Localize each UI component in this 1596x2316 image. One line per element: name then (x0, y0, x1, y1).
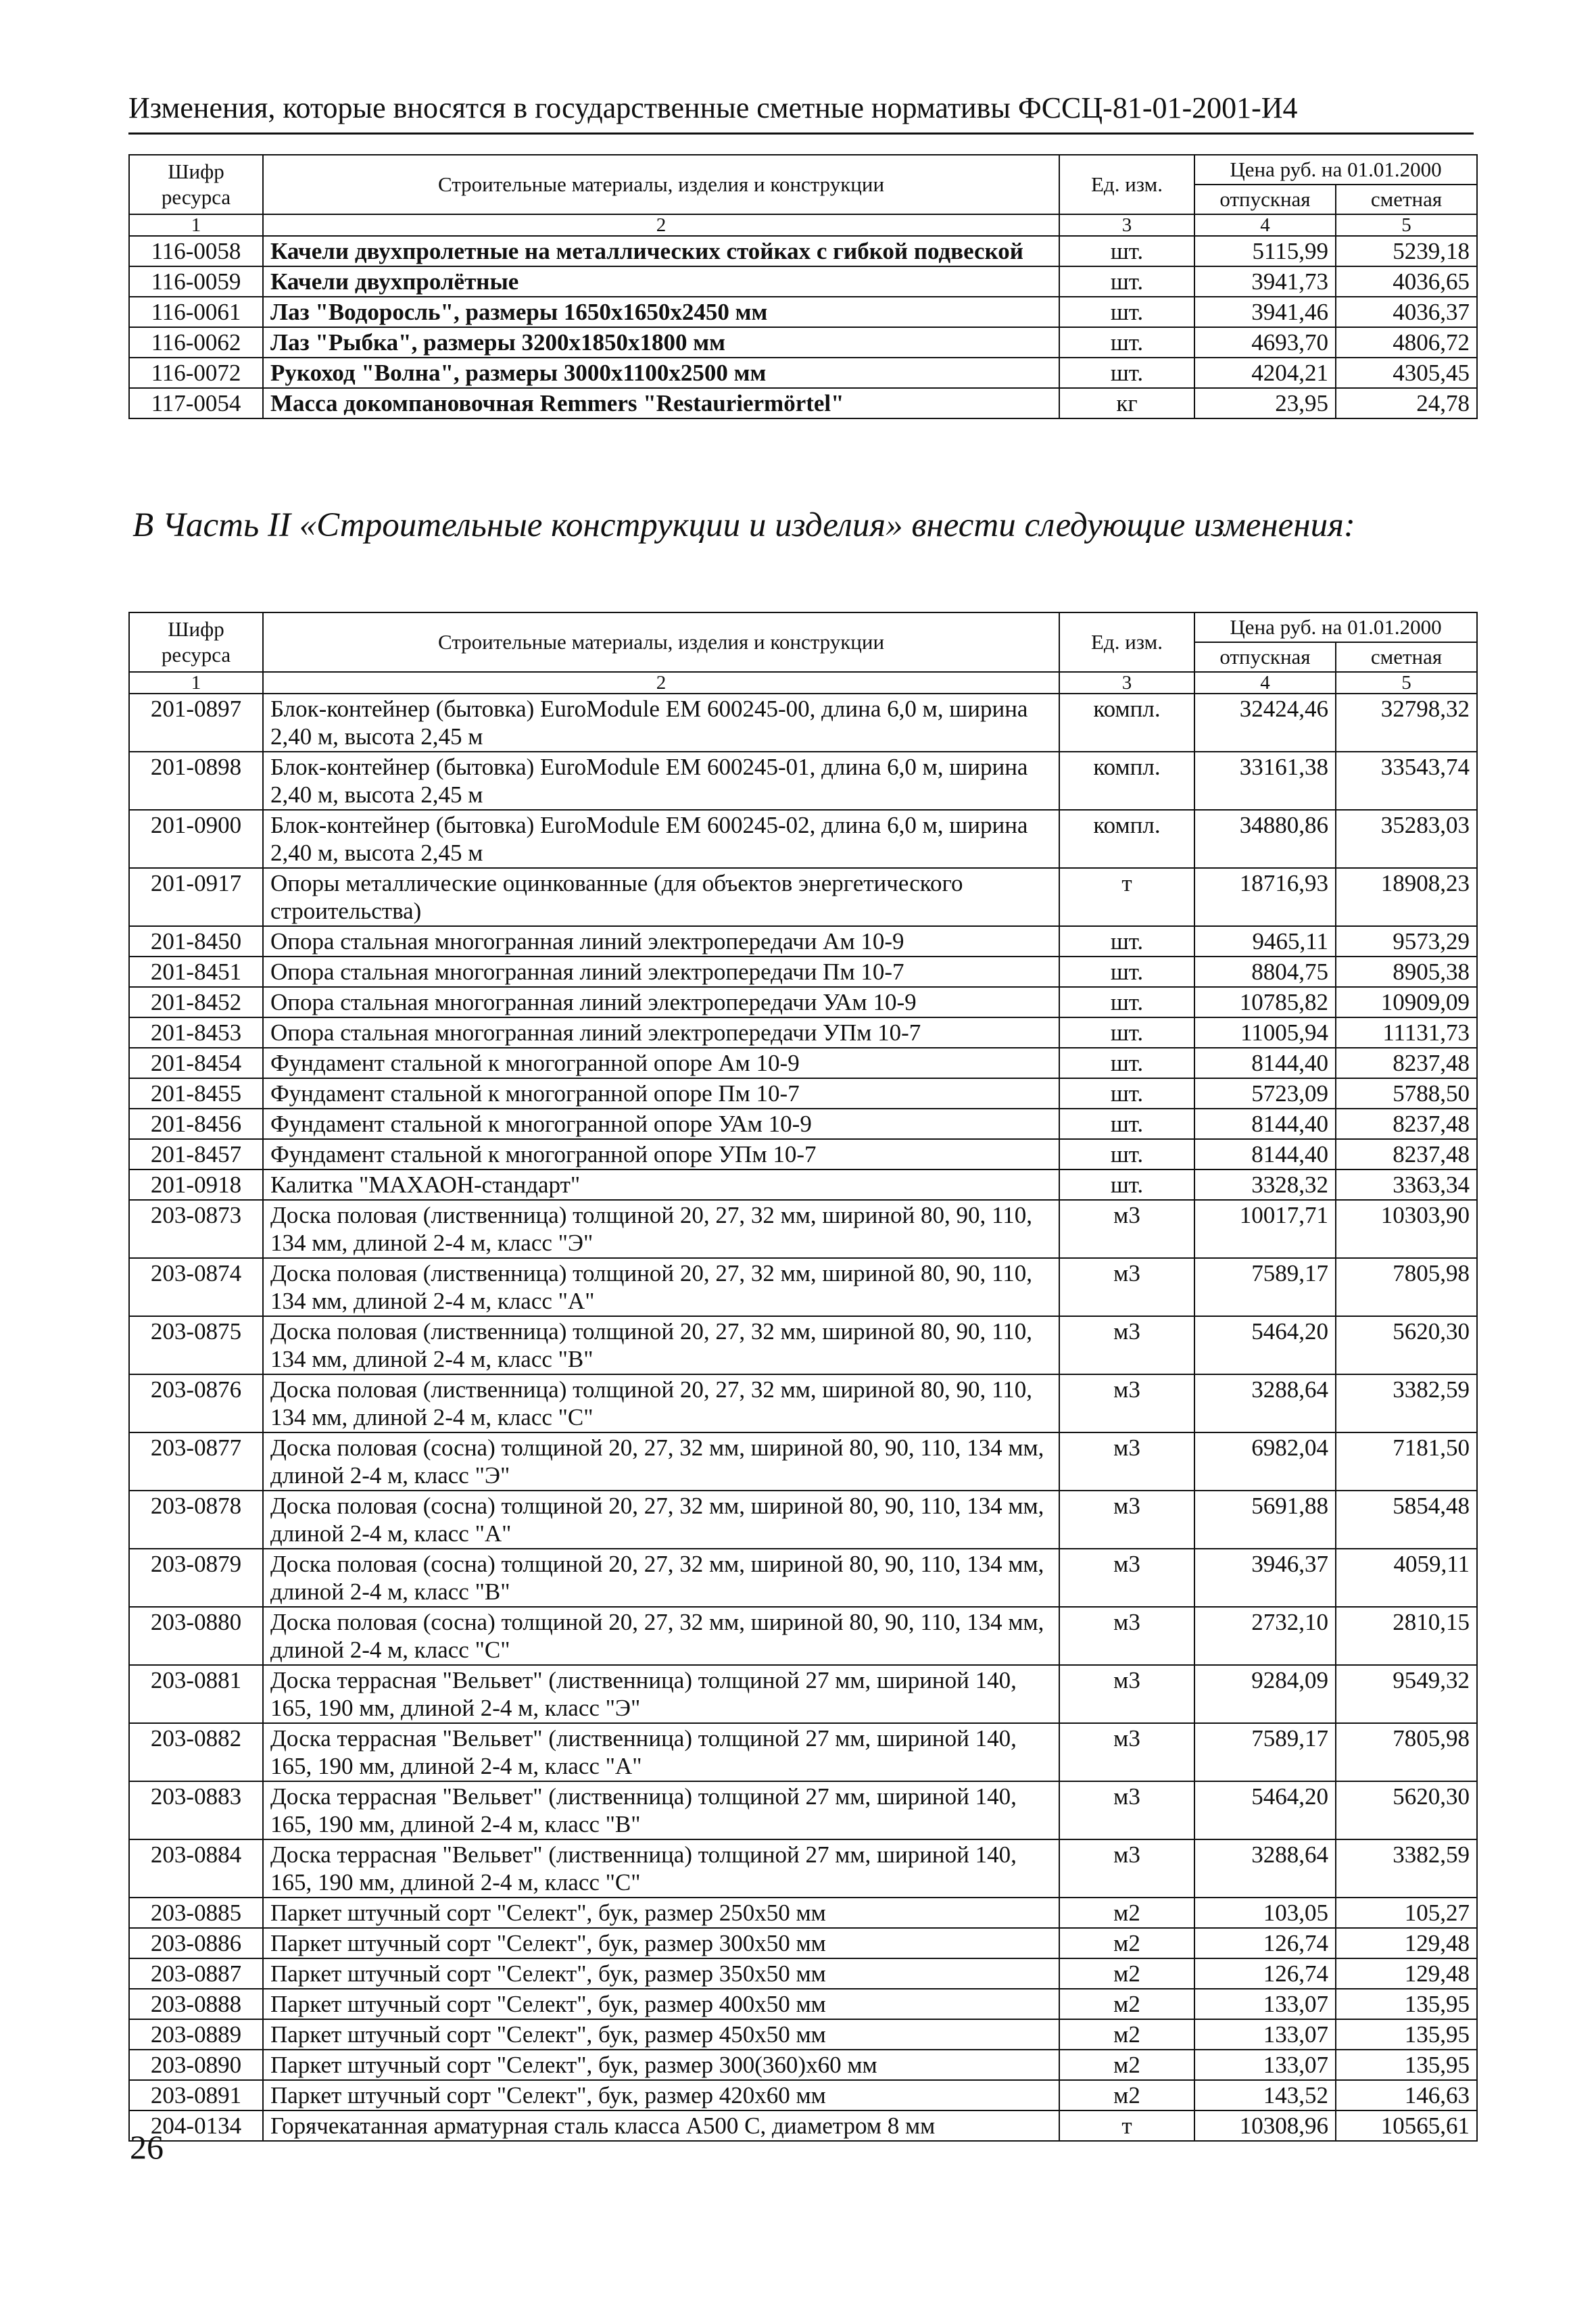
unit-cell: шт. (1059, 1048, 1194, 1078)
resource-name-cell: Лаз "Рыбка", размеры 3200x1850x1800 мм (263, 327, 1059, 358)
resource-code-cell: 203-0885 (129, 1898, 263, 1928)
resource-name-cell: Паркет штучный сорт "Селект", бук, размер 420x60 мм (263, 2080, 1059, 2110)
release-price-cell: 5723,09 (1194, 1078, 1336, 1109)
resource-code-cell: 203-0883 (129, 1781, 263, 1839)
unit-cell: шт. (1059, 1017, 1194, 1048)
col-number: 1 (129, 214, 263, 236)
release-price-cell: 9284,09 (1194, 1665, 1336, 1723)
table-row (129, 1017, 1477, 1048)
estimate-price-cell: 24,78 (1336, 388, 1477, 418)
estimate-price-cell: 4059,11 (1336, 1549, 1477, 1607)
unit-cell: м2 (1059, 1928, 1194, 1958)
release-price-cell: 10785,82 (1194, 987, 1336, 1017)
section-heading: В Часть II «Строительные конструкции и изделия» внести следующие изменения: (132, 506, 1355, 544)
resource-name-cell: Доска половая (лиственница) толщиной 20, 27, 32 мм, шириной 80, 90, 110, 134 мм, длиной 2-4 м, класс "Э" (263, 1200, 1059, 1258)
table-row (129, 1958, 1477, 1989)
estimate-price-cell: 5854,48 (1336, 1491, 1477, 1549)
col-number: 5 (1336, 672, 1477, 694)
estimate-price-cell: 4806,72 (1336, 327, 1477, 358)
page-number: 26 (130, 2128, 164, 2166)
resource-name-cell: Опора стальная многогранная линий электропередачи УАм 10-9 (263, 987, 1059, 1017)
release-price-cell: 32424,46 (1194, 694, 1336, 752)
resource-code-cell: 204-0134 (129, 2110, 263, 2141)
resource-name-cell: Доска половая (сосна) толщиной 20, 27, 32 мм, шириной 80, 90, 110, 134 мм, длиной 2-4 м, класс "А" (263, 1491, 1059, 1549)
release-price-cell: 23,95 (1194, 388, 1336, 418)
resource-name-cell: Рукоход "Волна", размеры 3000x1100x2500 мм (263, 358, 1059, 388)
table-row (129, 810, 1477, 868)
unit-cell: м2 (1059, 1898, 1194, 1928)
estimate-price-cell: 146,63 (1336, 2080, 1477, 2110)
resource-code-cell: 203-0875 (129, 1316, 263, 1374)
resource-code-cell: 203-0879 (129, 1549, 263, 1607)
resource-name-cell: Блок-контейнер (бытовка) EuroModule EM 600245-02, длина 6,0 м, ширина 2,40 м, высота 2,45 м (263, 810, 1059, 868)
estimate-price-cell: 35283,03 (1336, 810, 1477, 868)
resource-name-cell: Опоры металлические оцинкованные (для объектов энергетического строительства) (263, 868, 1059, 926)
resource-code-cell: 203-0877 (129, 1432, 263, 1491)
resource-code-cell: 201-8455 (129, 1078, 263, 1109)
table-row (129, 1491, 1477, 1549)
resource-code-cell: 117-0054 (129, 388, 263, 418)
estimate-price-cell: 3382,59 (1336, 1374, 1477, 1432)
release-price-cell: 8144,40 (1194, 1139, 1336, 1169)
unit-cell: м3 (1059, 1374, 1194, 1432)
release-price-cell: 3946,37 (1194, 1549, 1336, 1607)
unit-cell: шт. (1059, 236, 1194, 266)
table-row (129, 358, 1477, 388)
resource-code-cell: 201-8456 (129, 1109, 263, 1139)
estimate-price-cell: 5620,30 (1336, 1781, 1477, 1839)
release-price-cell: 5115,99 (1194, 236, 1336, 266)
resource-name-cell: Фундамент стальной к многогранной опоре УАм 10-9 (263, 1109, 1059, 1139)
estimate-price-cell: 129,48 (1336, 1958, 1477, 1989)
table-row (129, 236, 1477, 266)
estimate-price-cell: 8905,38 (1336, 957, 1477, 987)
unit-cell: т (1059, 868, 1194, 926)
resource-code-cell: 201-8451 (129, 957, 263, 987)
unit-cell: м3 (1059, 1723, 1194, 1781)
table-row (129, 266, 1477, 297)
col-price-group-header: Цена руб. на 01.01.2000 (1194, 612, 1477, 642)
table-row (129, 694, 1477, 752)
resource-name-cell: Доска половая (сосна) толщиной 20, 27, 32 мм, шириной 80, 90, 110, 134 мм, длиной 2-4 м, класс "Э" (263, 1432, 1059, 1491)
table-row (129, 957, 1477, 987)
resource-name-cell: Доска половая (лиственница) толщиной 20, 27, 32 мм, шириной 80, 90, 110, 134 мм, длиной 2-4 м, класс "А" (263, 1258, 1059, 1316)
unit-cell: м3 (1059, 1549, 1194, 1607)
col-number: 2 (263, 672, 1059, 694)
resource-name-cell: Масса докомпановочная Remmers "Restauriermörtel" (263, 388, 1059, 418)
resource-code-cell: 203-0878 (129, 1491, 263, 1549)
release-price-cell: 3288,64 (1194, 1374, 1336, 1432)
release-price-cell: 10308,96 (1194, 2110, 1336, 2141)
release-price-cell: 3288,64 (1194, 1839, 1336, 1898)
col-unit-header: Ед. изм. (1059, 155, 1194, 214)
table-row (129, 1723, 1477, 1781)
release-price-cell: 5464,20 (1194, 1781, 1336, 1839)
col-number: 3 (1059, 214, 1194, 236)
table-row (129, 1374, 1477, 1432)
resource-name-cell: Качели двухпролётные (263, 266, 1059, 297)
release-price-cell: 34880,86 (1194, 810, 1336, 868)
release-price-cell: 133,07 (1194, 2050, 1336, 2080)
release-price-cell: 126,74 (1194, 1958, 1336, 1989)
page-header: Изменения, которые вносятся в государственные сметные нормативы ФССЦ-81-01-2001-И4 (128, 91, 1298, 124)
unit-cell: компл. (1059, 694, 1194, 752)
release-price-cell: 10017,71 (1194, 1200, 1336, 1258)
estimate-price-cell: 4305,45 (1336, 358, 1477, 388)
resource-code-cell: 116-0058 (129, 236, 263, 266)
col-number: 3 (1059, 672, 1194, 694)
unit-cell: м3 (1059, 1316, 1194, 1374)
table-row (129, 1839, 1477, 1898)
release-price-cell: 9465,11 (1194, 926, 1336, 957)
col-release-price-header: отпускная (1194, 642, 1336, 672)
resource-code-cell: 116-0062 (129, 327, 263, 358)
resource-code-cell: 201-0897 (129, 694, 263, 752)
table-row (129, 1432, 1477, 1491)
table-row (129, 1109, 1477, 1139)
release-price-cell: 126,74 (1194, 1928, 1336, 1958)
unit-cell: кг (1059, 388, 1194, 418)
table-row (129, 1258, 1477, 1316)
release-price-cell: 2732,10 (1194, 1607, 1336, 1665)
release-price-cell: 3941,73 (1194, 266, 1336, 297)
unit-cell: шт. (1059, 1078, 1194, 1109)
resource-code-cell: 201-0898 (129, 752, 263, 810)
release-price-cell: 3941,46 (1194, 297, 1336, 327)
release-price-cell: 133,07 (1194, 1989, 1336, 2019)
table-row (129, 1607, 1477, 1665)
resource-name-cell: Паркет штучный сорт "Селект", бук, размер 450x50 мм (263, 2019, 1059, 2050)
resource-code-cell: 116-0061 (129, 297, 263, 327)
resource-name-cell: Горячекатанная арматурная сталь класса А500 С, диаметром 8 мм (263, 2110, 1059, 2141)
estimate-price-cell: 9573,29 (1336, 926, 1477, 957)
resource-code-cell: 201-0917 (129, 868, 263, 926)
resource-name-cell: Фундамент стальной к многогранной опоре Пм 10-7 (263, 1078, 1059, 1109)
resource-table-part-2 (128, 612, 1478, 2142)
release-price-cell: 3328,32 (1194, 1169, 1336, 1200)
estimate-price-cell: 33543,74 (1336, 752, 1477, 810)
table-row (129, 2019, 1477, 2050)
col-code-header: Шифр ресурса (129, 155, 263, 214)
resource-code-cell: 201-0918 (129, 1169, 263, 1200)
estimate-price-cell: 18908,23 (1336, 868, 1477, 926)
estimate-price-cell: 135,95 (1336, 1989, 1477, 2019)
col-estimate-price-header: сметная (1336, 185, 1477, 214)
col-number: 4 (1194, 672, 1336, 694)
table-row (129, 2080, 1477, 2110)
estimate-price-cell: 10303,90 (1336, 1200, 1477, 1258)
col-price-group-header: Цена руб. на 01.01.2000 (1194, 155, 1477, 185)
estimate-price-cell: 5788,50 (1336, 1078, 1477, 1109)
resource-code-cell: 203-0888 (129, 1989, 263, 2019)
release-price-cell: 33161,38 (1194, 752, 1336, 810)
table-row (129, 327, 1477, 358)
table-row (129, 1928, 1477, 1958)
table-row (129, 2050, 1477, 2080)
resource-name-cell: Паркет штучный сорт "Селект", бук, размер 400x50 мм (263, 1989, 1059, 2019)
release-price-cell: 5691,88 (1194, 1491, 1336, 1549)
resource-name-cell: Качели двухпролетные на металлических стойках с гибкой подвеской (263, 236, 1059, 266)
resource-name-cell: Опора стальная многогранная линий электропередачи УПм 10-7 (263, 1017, 1059, 1048)
estimate-price-cell: 8237,48 (1336, 1139, 1477, 1169)
estimate-price-cell: 10565,61 (1336, 2110, 1477, 2141)
resource-code-cell: 116-0059 (129, 266, 263, 297)
table-row (129, 1316, 1477, 1374)
header-rule (128, 132, 1474, 135)
estimate-price-cell: 4036,65 (1336, 266, 1477, 297)
resource-name-cell: Паркет штучный сорт "Селект", бук, размер 350x50 мм (263, 1958, 1059, 1989)
resource-name-cell: Доска половая (сосна) толщиной 20, 27, 32 мм, шириной 80, 90, 110, 134 мм, длиной 2-4 м, класс "С" (263, 1607, 1059, 1665)
resource-code-cell: 203-0874 (129, 1258, 263, 1316)
unit-cell: шт. (1059, 926, 1194, 957)
estimate-price-cell: 3363,34 (1336, 1169, 1477, 1200)
table-row (129, 1169, 1477, 1200)
unit-cell: компл. (1059, 752, 1194, 810)
unit-cell: м3 (1059, 1258, 1194, 1316)
estimate-price-cell: 9549,32 (1336, 1665, 1477, 1723)
unit-cell: м2 (1059, 1958, 1194, 1989)
resource-code-cell: 201-8452 (129, 987, 263, 1017)
unit-cell: м2 (1059, 2080, 1194, 2110)
resource-name-cell: Калитка "МАХАОН-стандарт" (263, 1169, 1059, 1200)
table-row (129, 1989, 1477, 2019)
estimate-price-cell: 8237,48 (1336, 1048, 1477, 1078)
release-price-cell: 11005,94 (1194, 1017, 1336, 1048)
resource-name-cell: Доска террасная "Вельвет" (лиственница) толщиной 27 мм, шириной 140, 165, 190 мм, длиной 2-4 м, класс "Э" (263, 1665, 1059, 1723)
table-row (129, 1139, 1477, 1169)
resource-table-upper (128, 154, 1478, 419)
resource-name-cell: Лаз "Водоросль", размеры 1650x1650x2450 мм (263, 297, 1059, 327)
unit-cell: м2 (1059, 2019, 1194, 2050)
table-row (129, 1665, 1477, 1723)
resource-code-cell: 203-0876 (129, 1374, 263, 1432)
resource-code-cell: 203-0891 (129, 2080, 263, 2110)
resource-name-cell: Опора стальная многогранная линий электропередачи Пм 10-7 (263, 957, 1059, 987)
col-number: 4 (1194, 214, 1336, 236)
table-row (129, 1048, 1477, 1078)
col-release-price-header: отпускная (1194, 185, 1336, 214)
unit-cell: т (1059, 2110, 1194, 2141)
unit-cell: шт. (1059, 327, 1194, 358)
resource-code-cell: 201-8457 (129, 1139, 263, 1169)
table-row (129, 1200, 1477, 1258)
unit-cell: шт. (1059, 1139, 1194, 1169)
resource-name-cell: Паркет штучный сорт "Селект", бук, размер 300(360)x60 мм (263, 2050, 1059, 2080)
unit-cell: м3 (1059, 1200, 1194, 1258)
resource-name-cell: Опора стальная многогранная линий электропередачи Ам 10-9 (263, 926, 1059, 957)
estimate-price-cell: 5620,30 (1336, 1316, 1477, 1374)
estimate-price-cell: 135,95 (1336, 2050, 1477, 2080)
release-price-cell: 8144,40 (1194, 1048, 1336, 1078)
unit-cell: шт. (1059, 358, 1194, 388)
resource-code-cell: 203-0884 (129, 1839, 263, 1898)
table-row (129, 297, 1477, 327)
table-row (129, 926, 1477, 957)
col-estimate-price-header: сметная (1336, 642, 1477, 672)
estimate-price-cell: 11131,73 (1336, 1017, 1477, 1048)
estimate-price-cell: 135,95 (1336, 2019, 1477, 2050)
col-number: 2 (263, 214, 1059, 236)
unit-cell: м3 (1059, 1432, 1194, 1491)
col-name-header: Строительные материалы, изделия и конструкции (263, 155, 1059, 214)
col-number: 1 (129, 672, 263, 694)
resource-name-cell: Блок-контейнер (бытовка) EuroModule EM 600245-01, длина 6,0 м, ширина 2,40 м, высота 2,45 м (263, 752, 1059, 810)
release-price-cell: 7589,17 (1194, 1723, 1336, 1781)
resource-code-cell: 203-0890 (129, 2050, 263, 2080)
unit-cell: шт. (1059, 1169, 1194, 1200)
resource-code-cell: 203-0882 (129, 1723, 263, 1781)
unit-cell: шт. (1059, 297, 1194, 327)
release-price-cell: 103,05 (1194, 1898, 1336, 1928)
col-unit-header: Ед. изм. (1059, 612, 1194, 672)
col-name-header: Строительные материалы, изделия и конструкции (263, 612, 1059, 672)
col-number: 5 (1336, 214, 1477, 236)
table-row (129, 1078, 1477, 1109)
resource-code-cell: 203-0873 (129, 1200, 263, 1258)
table-row (129, 1549, 1477, 1607)
resource-name-cell: Фундамент стальной к многогранной опоре УПм 10-7 (263, 1139, 1059, 1169)
resource-name-cell: Доска террасная "Вельвет" (лиственница) толщиной 27 мм, шириной 140, 165, 190 мм, длиной 2-4 м, класс "А" (263, 1723, 1059, 1781)
resource-code-cell: 203-0889 (129, 2019, 263, 2050)
resource-name-cell: Блок-контейнер (бытовка) EuroModule EM 600245-00, длина 6,0 м, ширина 2,40 м, высота 2,45 м (263, 694, 1059, 752)
estimate-price-cell: 4036,37 (1336, 297, 1477, 327)
estimate-price-cell: 7805,98 (1336, 1723, 1477, 1781)
unit-cell: м3 (1059, 1665, 1194, 1723)
unit-cell: шт. (1059, 957, 1194, 987)
release-price-cell: 143,52 (1194, 2080, 1336, 2110)
table-row (129, 2110, 1477, 2141)
resource-name-cell: Доска половая (сосна) толщиной 20, 27, 32 мм, шириной 80, 90, 110, 134 мм, длиной 2-4 м, класс "В" (263, 1549, 1059, 1607)
resource-name-cell: Паркет штучный сорт "Селект", бук, размер 250x50 мм (263, 1898, 1059, 1928)
table-row (129, 752, 1477, 810)
table-row (129, 987, 1477, 1017)
release-price-cell: 4204,21 (1194, 358, 1336, 388)
table-row (129, 388, 1477, 418)
resource-code-cell: 201-8453 (129, 1017, 263, 1048)
release-price-cell: 8144,40 (1194, 1109, 1336, 1139)
release-price-cell: 8804,75 (1194, 957, 1336, 987)
resource-code-cell: 203-0887 (129, 1958, 263, 1989)
estimate-price-cell: 32798,32 (1336, 694, 1477, 752)
estimate-price-cell: 5239,18 (1336, 236, 1477, 266)
release-price-cell: 133,07 (1194, 2019, 1336, 2050)
unit-cell: м2 (1059, 2050, 1194, 2080)
release-price-cell: 4693,70 (1194, 327, 1336, 358)
unit-cell: шт. (1059, 266, 1194, 297)
estimate-price-cell: 7181,50 (1336, 1432, 1477, 1491)
release-price-cell: 18716,93 (1194, 868, 1336, 926)
resource-name-cell: Доска террасная "Вельвет" (лиственница) толщиной 27 мм, шириной 140, 165, 190 мм, длиной 2-4 м, класс "С" (263, 1839, 1059, 1898)
resource-code-cell: 201-0900 (129, 810, 263, 868)
unit-cell: шт. (1059, 1109, 1194, 1139)
estimate-price-cell: 7805,98 (1336, 1258, 1477, 1316)
table-row (129, 1781, 1477, 1839)
release-price-cell: 7589,17 (1194, 1258, 1336, 1316)
unit-cell: м3 (1059, 1491, 1194, 1549)
resource-name-cell: Доска террасная "Вельвет" (лиственница) толщиной 27 мм, шириной 140, 165, 190 мм, длиной 2-4 м, класс "В" (263, 1781, 1059, 1839)
resource-name-cell: Доска половая (лиственница) толщиной 20, 27, 32 мм, шириной 80, 90, 110, 134 мм, длиной 2-4 м, класс "В" (263, 1316, 1059, 1374)
resource-code-cell: 201-8450 (129, 926, 263, 957)
unit-cell: м2 (1059, 1989, 1194, 2019)
release-price-cell: 5464,20 (1194, 1316, 1336, 1374)
estimate-price-cell: 8237,48 (1336, 1109, 1477, 1139)
unit-cell: м3 (1059, 1781, 1194, 1839)
table-row (129, 1898, 1477, 1928)
unit-cell: м3 (1059, 1839, 1194, 1898)
resource-code-cell: 116-0072 (129, 358, 263, 388)
unit-cell: м3 (1059, 1607, 1194, 1665)
unit-cell: компл. (1059, 810, 1194, 868)
resource-name-cell: Паркет штучный сорт "Селект", бук, размер 300x50 мм (263, 1928, 1059, 1958)
estimate-price-cell: 105,27 (1336, 1898, 1477, 1928)
resource-name-cell: Фундамент стальной к многогранной опоре Ам 10-9 (263, 1048, 1059, 1078)
table-row (129, 868, 1477, 926)
resource-name-cell: Доска половая (лиственница) толщиной 20, 27, 32 мм, шириной 80, 90, 110, 134 мм, длиной 2-4 м, класс "С" (263, 1374, 1059, 1432)
unit-cell: шт. (1059, 987, 1194, 1017)
estimate-price-cell: 10909,09 (1336, 987, 1477, 1017)
resource-code-cell: 203-0880 (129, 1607, 263, 1665)
estimate-price-cell: 129,48 (1336, 1928, 1477, 1958)
resource-code-cell: 203-0881 (129, 1665, 263, 1723)
resource-code-cell: 203-0886 (129, 1928, 263, 1958)
release-price-cell: 6982,04 (1194, 1432, 1336, 1491)
resource-code-cell: 201-8454 (129, 1048, 263, 1078)
col-code-header: Шифр ресурса (129, 612, 263, 672)
estimate-price-cell: 3382,59 (1336, 1839, 1477, 1898)
estimate-price-cell: 2810,15 (1336, 1607, 1477, 1665)
